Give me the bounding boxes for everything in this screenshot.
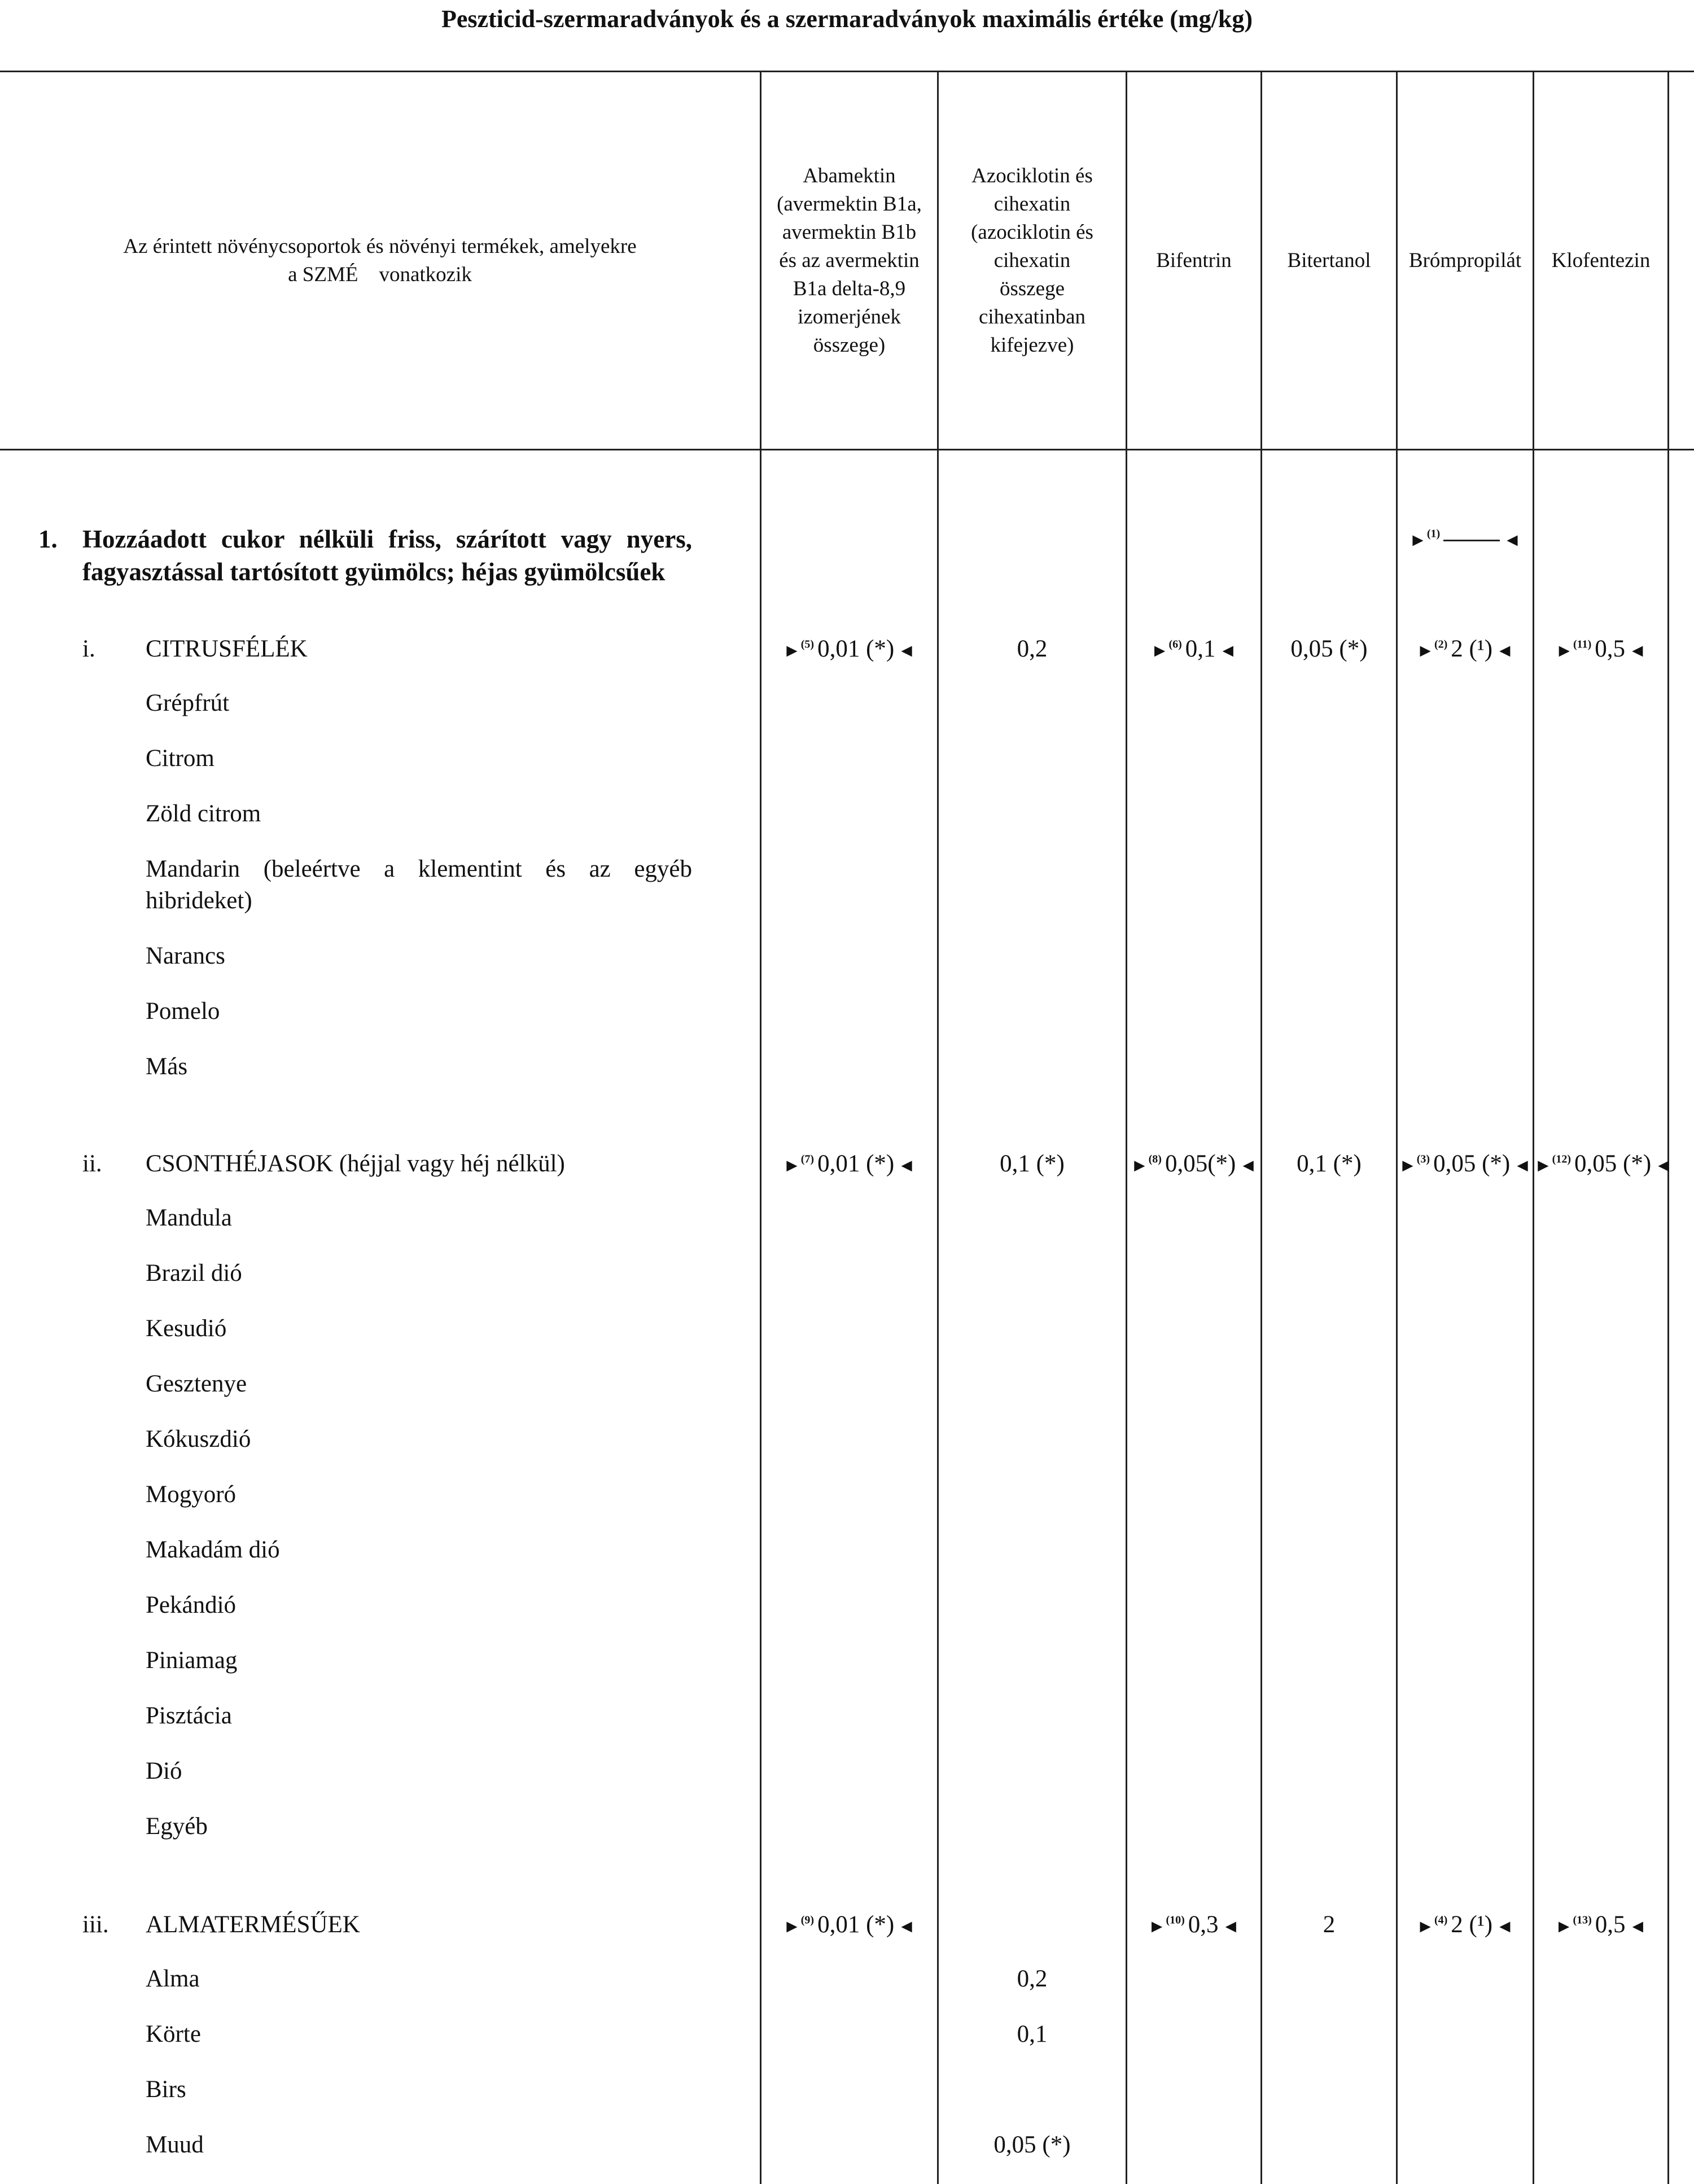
mrl-value: 2 (¹): [1451, 636, 1493, 662]
mrl-value: 0,05 (*): [1290, 636, 1368, 662]
mrl-value: 0,01 (*): [817, 1911, 895, 1938]
header-line: B1a delta-8,9: [793, 277, 906, 300]
list-item: Narancs: [146, 943, 225, 969]
marker-close: ◄: [1239, 1155, 1258, 1175]
header-line: Bifentrin: [1156, 248, 1232, 272]
group-numeral: ii.: [82, 1150, 102, 1177]
header-col-azociklotin: [939, 72, 1126, 449]
group-name: ALMATERMÉSŰEK: [146, 1911, 360, 1938]
list-item: Pekándió: [146, 1592, 237, 1618]
mrl-value: 0,05 (*): [1433, 1150, 1511, 1177]
header-line: összege: [999, 277, 1065, 300]
footnote-ref: (6): [1168, 638, 1182, 651]
header-col-bifentrin: [1127, 72, 1260, 449]
section-title: Hozzáadott cukor nélküli friss, szárított vagy nyers, fagyasztással tartósított gyümölcs; héjas gyümölcsűek: [82, 525, 692, 586]
marker-close: ◄: [1219, 640, 1237, 660]
marker-close: ◄: [898, 640, 916, 660]
list-item: Pisztácia: [146, 1702, 232, 1729]
list-item: Gesztenye: [146, 1371, 247, 1397]
marker-open: ►: [783, 1155, 801, 1175]
mrl-value: 2: [1323, 1911, 1336, 1938]
mrl-value: 0,1 (*): [1297, 1150, 1362, 1177]
footnote-ref: (13): [1573, 1914, 1592, 1927]
marker-close: ◄: [1496, 640, 1514, 660]
marker-close: ◄: [898, 1916, 916, 1936]
list-item: Körte: [146, 2021, 201, 2047]
list-item: Brazil dió: [146, 1260, 242, 1286]
header-line: cihexatin: [993, 192, 1071, 216]
list-item: Zöld citrom: [146, 800, 261, 827]
item-value-cell: 0,05 (*): [993, 2132, 1071, 2158]
footnote-ref: (7): [800, 1153, 815, 1166]
group-value-cell: [1262, 1909, 1396, 1941]
list-item: Egyéb: [146, 1813, 208, 1840]
footnote-ref: (10): [1166, 1914, 1185, 1927]
marker-open: ►: [1409, 529, 1427, 550]
marker-close: ◄: [1222, 1916, 1240, 1936]
header-line: Azociklotin és: [971, 164, 1093, 187]
group-value-cell: [1127, 1909, 1260, 1942]
group-name: CSONTHÉJASOK (héjjal vagy héj nélkül): [146, 1150, 565, 1177]
footnote-ref: (4): [1434, 1914, 1448, 1927]
footnote-ref: (2): [1434, 638, 1448, 651]
marker-open: ►: [783, 640, 801, 660]
group-value-cell: [1127, 1148, 1260, 1181]
group-value-cell: [1398, 1909, 1533, 1942]
header-line: cihexatin: [993, 248, 1071, 272]
group-numeral: iii.: [82, 1911, 109, 1938]
marker-close: ◄: [1654, 1155, 1673, 1175]
header-group-label-line: Az érintett növénycsoportok és növényi termékek, amelyekre: [123, 234, 637, 258]
list-item: Kókuszdió: [146, 1426, 251, 1452]
footnote-ref: (12): [1552, 1153, 1571, 1166]
header-line: összege): [813, 333, 886, 357]
group-value-cell: [761, 633, 937, 666]
header-line: Klofentezin: [1551, 248, 1651, 272]
header-bottom-rule: [0, 449, 1694, 450]
marker-open: ►: [1399, 1155, 1417, 1175]
marker-close: ◄: [1513, 1155, 1531, 1175]
group-value-cell: [1398, 633, 1533, 666]
header-col-brompropilat: [1398, 72, 1533, 449]
list-item: Citrom: [146, 745, 215, 772]
marker-open: ►: [1148, 1916, 1166, 1936]
group-value-cell: [1534, 1909, 1667, 1942]
marker-close: ◄: [1629, 1916, 1647, 1936]
section-bromprop-marker: [1398, 523, 1533, 555]
mrl-value: 0,2: [1017, 636, 1048, 662]
footnote-ref: (9): [800, 1914, 815, 1927]
marker-open: ►: [1555, 1916, 1573, 1936]
mrl-value: 0,05(*): [1165, 1150, 1236, 1177]
mrl-value: 2 (¹): [1451, 1911, 1493, 1938]
group-value-cell: [761, 1148, 937, 1181]
header-line: avermektin B1b: [782, 220, 917, 244]
list-item: Mandarin (beleértve a klementint és az egyéb hibrideket): [146, 856, 692, 914]
footnote-ref: (1): [1426, 527, 1441, 540]
header-col-abamektin: [761, 72, 937, 449]
blank-line: [1443, 540, 1500, 541]
mrl-value: 0,05 (*): [1574, 1150, 1652, 1177]
page-title: Peszticid-szermaradványok és a szermaradványok maximális értéke (mg/kg): [441, 5, 1253, 33]
marker-open: ►: [1150, 640, 1169, 660]
header-line: (avermektin B1a,: [777, 192, 922, 216]
footnote-ref: (3): [1416, 1153, 1430, 1166]
section-number: 1.: [38, 525, 58, 553]
marker-open: ►: [1416, 640, 1434, 660]
group-name: CITRUSFÉLÉK: [146, 636, 308, 662]
list-item: Kesudió: [146, 1315, 227, 1342]
group-value-cell: [1398, 1148, 1533, 1181]
marker-close: ◄: [898, 1155, 916, 1175]
list-item: Birs: [146, 2076, 186, 2103]
header-line: és az avermektin: [779, 248, 920, 272]
group-numeral: i.: [82, 636, 95, 662]
header-line: kifejezve): [990, 333, 1074, 357]
mrl-value: 0,5: [1595, 1911, 1626, 1938]
list-item: Pomelo: [146, 998, 220, 1025]
marker-close: ◄: [1628, 640, 1647, 660]
marker-open: ►: [1534, 1155, 1552, 1175]
mrl-value: 0,01 (*): [817, 1150, 895, 1177]
list-item: Dió: [146, 1758, 182, 1784]
header-col-klofentezin: [1534, 72, 1667, 449]
group-value-cell: [1534, 633, 1667, 666]
header-line: Abamektin: [803, 164, 896, 187]
marker-open: ►: [1130, 1155, 1149, 1175]
marker-close: ◄: [1496, 1916, 1514, 1936]
footnote-ref: (11): [1573, 638, 1592, 651]
group-value-cell: [1534, 1148, 1673, 1181]
marker-open: ►: [1555, 640, 1574, 660]
footnote-ref: (8): [1148, 1153, 1162, 1166]
list-item: Alma: [146, 1966, 200, 1992]
header-line: Brómpropilát: [1408, 248, 1522, 272]
header-line: Bitertanol: [1287, 248, 1371, 272]
mrl-value: 0,01 (*): [817, 636, 895, 662]
marker-open: ►: [783, 1916, 801, 1936]
group-value-cell: [761, 1909, 937, 1942]
group-value-cell: [1127, 633, 1260, 666]
list-item: Piniamag: [146, 1647, 238, 1674]
list-item: Más: [146, 1053, 188, 1080]
header-line: cihexatinban: [978, 305, 1086, 329]
header-col-bitertanol: [1262, 72, 1396, 449]
item-value-cell: 0,2: [1017, 1966, 1048, 1992]
header-line: izomerjének: [798, 305, 901, 329]
mrl-value: 0,5: [1595, 636, 1625, 662]
marker-open: ►: [1416, 1916, 1434, 1936]
list-item: Muud: [146, 2132, 204, 2158]
footnote-ref: (5): [800, 638, 815, 651]
group-value-cell: [1262, 633, 1396, 665]
list-item: Mogyoró: [146, 1481, 237, 1508]
group-value-cell: [1262, 1148, 1396, 1180]
mrl-value: 0,3: [1188, 1911, 1219, 1938]
header-group-label: [0, 72, 760, 449]
list-item: Mandula: [146, 1205, 232, 1231]
list-item: Makadám dió: [146, 1537, 280, 1563]
mrl-value: 0,1: [1185, 636, 1216, 662]
header-group-label-line: a SZMÉ vonatkozik: [288, 262, 472, 286]
list-item: Grépfrút: [146, 690, 230, 716]
group-value-cell: [939, 1148, 1126, 1180]
column-divider: [1667, 71, 1669, 2184]
mrl-value: 0,1 (*): [1000, 1150, 1065, 1177]
item-value-cell: 0,1: [1017, 2021, 1048, 2047]
marker-close: ◄: [1503, 529, 1521, 550]
header-line: (azociklotin és: [971, 220, 1093, 244]
group-value-cell: [939, 633, 1126, 665]
